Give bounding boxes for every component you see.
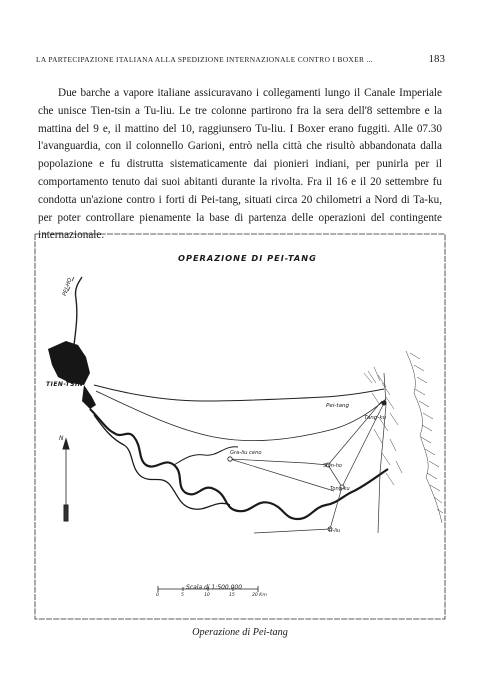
north-arrow [63,439,69,521]
label-peitang: Pei-tang [326,403,350,409]
graliu-marker [228,457,232,461]
map-figure [34,233,446,620]
page-number: 183 [428,53,445,65]
scale-tick-label: 10 [204,593,210,598]
north-label: N [59,435,64,442]
label-tongku: Tong-ku [330,486,350,492]
northern-channel [94,385,384,401]
label-tientsin: TIEN-TSIN [46,381,84,388]
label-peiho: PEI-HO [62,277,74,297]
paragraph: Due barche a vapore italiane assicuravano i collegamenti lungo il Canale Imperiale che unisce Tien-tsin a Tu-liu. Le tre colonne partirono fra la sera dell'8 settembre e la mattina del 9 e, il mattino del 10, raggiunsero Tu-liu. I Boxer erano fuggiti. Alle 07.30 l'avanguardia, con il colonnello Garioni, entrò nella città che risultò abbandonata dalla popolazione e fu distrutta sistematicamente dai pionieri indiani, per punirla per il comportamento tenuto dai suoi abitanti durante la rivolta. Fra il 16 e il 20 settembre fu condotta un'azione contro i forti di Pei-tang, situati circa 20 chilometri a Nord di Ta-ku, per poter controllare pienamente la base di partenza delle operazioni del contingente internazionale. [38,87,442,242]
label-tangku: Tang-ku [364,415,387,421]
scale-tick-label: 5 [181,593,184,598]
scale-tick-label: 15 [229,593,235,598]
running-title: LA PARTECIPAZIONE ITALIANA ALLA SPEDIZIONE INTERNAZIONALE CONTRO I BOXER ... [36,55,374,64]
map-drawing [34,233,446,620]
coastline [406,351,443,523]
running-head [28,55,452,69]
label-tiliu: Ti-liu [328,528,341,534]
label-graliu: Gra-liu ceno [230,450,262,456]
shallows [364,367,402,485]
peitang-marker [382,401,387,406]
tientsin-city [48,341,90,385]
label-shinho: Shin-ho [323,463,342,469]
peiho-river [74,277,82,345]
body-text [38,85,442,245]
figure-caption: Operazione di Pei-tang [192,627,288,638]
map-border [35,234,445,619]
scale-tick-label: 20 Km [252,593,267,598]
map-title: OPERAZIONE DI PEI-TANG [178,253,317,263]
scale-tick-label: 0 [156,593,159,598]
scale-label: Scala di 1:500.000 [186,584,243,591]
